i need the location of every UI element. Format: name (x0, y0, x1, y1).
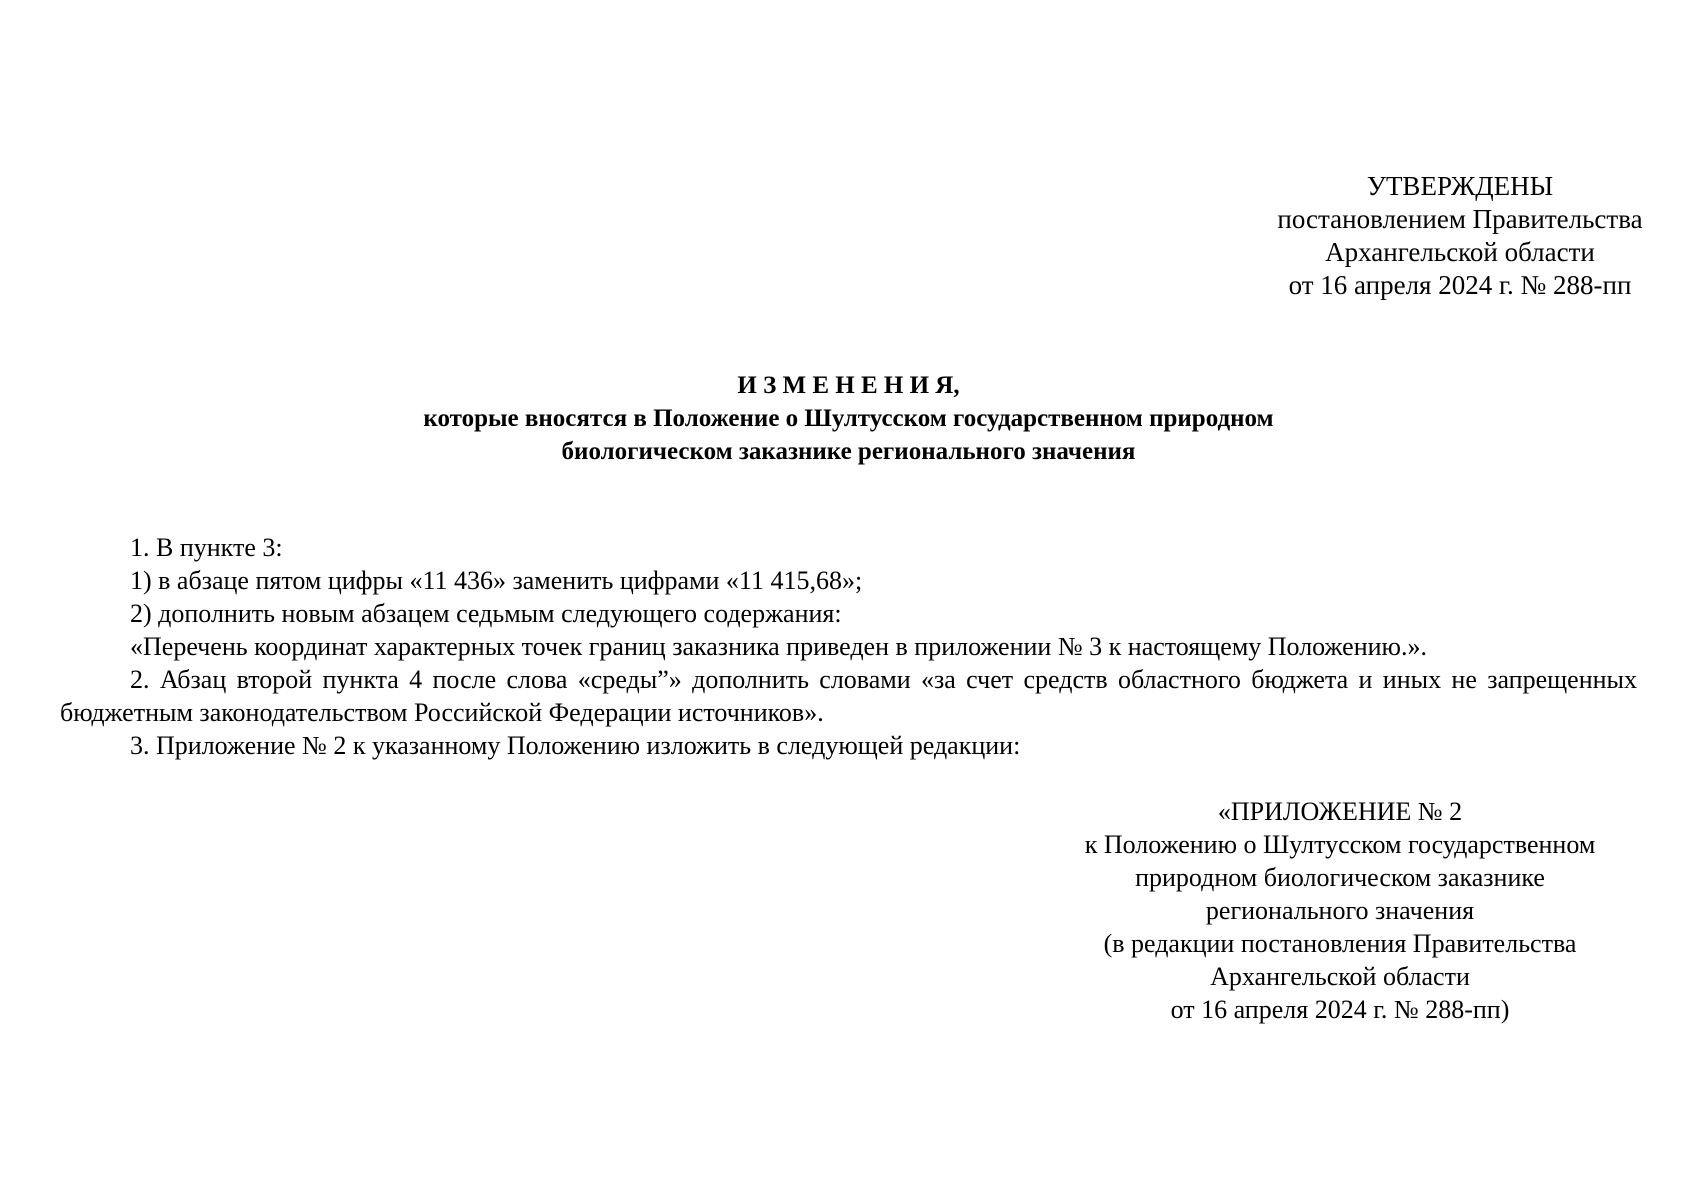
appendix-line-5: (в редакции постановления Правительства (1103, 929, 1577, 958)
appendix-line-6: Архангельской области (1210, 962, 1470, 991)
document-subtitle-line-1: которые вносятся в Положение о Шултусском государственном природном (423, 405, 1274, 432)
approval-line-date: от 16 апреля 2024 г. № 288-пп (1288, 270, 1632, 300)
paragraph-quote: «Перечень координат характерных точек границ заказника приведен в приложении № 3 к настоящему Положению.». (130, 632, 1427, 661)
document-title: И З М Е Н Е Н И Я, (737, 372, 960, 399)
appendix-line-7: от 16 апреля 2024 г. № 288-пп) (1170, 995, 1510, 1024)
paragraph-subitem-2: 2) дополнить новым абзацем седьмым следующего содержания: (130, 599, 842, 628)
appendix-line-4: регионального значения (1205, 896, 1475, 925)
appendix-line-3: природном биологическом заказнике (1135, 863, 1545, 892)
paragraph-item-2: 2. Абзац второй пункта 4 после слова «среды”» дополнить словами «за счет средств областного бюджета и иных не запрещенных бюджетным законодательством Российской Федерации источников». (60, 665, 1637, 727)
paragraph-item-3: 3. Приложение № 2 к указанному Положению изложить в следующей редакции: (130, 731, 1021, 760)
approval-title: УТВЕРЖДЕНЫ (1366, 171, 1554, 201)
approval-stamp (1240, 170, 1680, 302)
document-body (60, 531, 1637, 762)
document-heading (60, 369, 1637, 468)
document-subtitle-line-2: биологическом заказнике регионального значения (561, 438, 1136, 465)
paragraph-subitem-1: 1) в абзаце пятом цифры «11 436» заменить цифрами «11 415,68»; (130, 566, 863, 595)
approval-line-resolution: постановлением Правительства (1277, 204, 1643, 234)
approval-line-region: Архангельской области (1325, 237, 1595, 267)
paragraph-item-1: 1. В пункте 3: (130, 533, 283, 562)
appendix-title: «ПРИЛОЖЕНИЕ № 2 (1217, 797, 1463, 826)
appendix-header (1050, 795, 1630, 1026)
appendix-line-2: к Положению о Шултусском государственном (1084, 830, 1596, 859)
